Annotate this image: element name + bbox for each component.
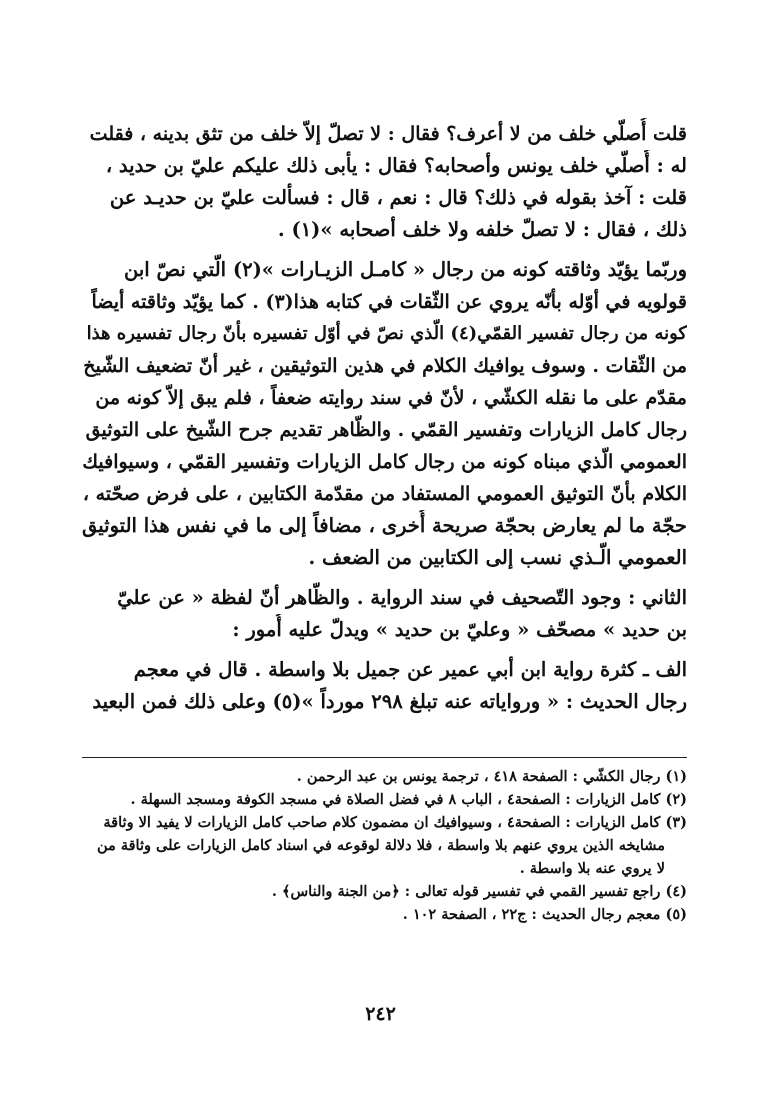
paragraph bbox=[82, 582, 687, 646]
text-line: بن حديد » مصحّف « وعليّ بن حديد » ويدلّ عليه أُمور : bbox=[232, 618, 687, 641]
footnote: (٤) راجع تفسير القمي في تفسير قوله تعالى : ﴿من الجنة والناس﴾ . bbox=[271, 883, 687, 900]
footnote: (٢) كامل الزيارات : الصفحة٤ ، الباب ٨ في فضل الصلاة في مسجد الكوفة ومسجد السهلة . bbox=[130, 791, 687, 808]
text-line: الثاني : وجود التّصحيف في سند الرواية . والظّاهر أنّ لفظة « عن عليّ bbox=[117, 586, 687, 609]
text-line: رجال كامل الزيارات وتفسير القمّي . والظّاهر تقديم جرح الشّيخ على التوثيق bbox=[85, 419, 687, 441]
text-line: الكلام بأنّ التوثيق العمومي المستفاد من مقدّمة الكتابين ، على فرض صحّته ، bbox=[82, 483, 687, 505]
paragraph bbox=[82, 118, 687, 246]
text-line: من الثّقات . وسوف يوافيك الكلام في هذين التوثيقين ، غير أنّ تضعيف الشّيخ bbox=[83, 355, 687, 377]
footnote: (٣) كامل الزيارات : الصفحة٤ ، وسيوافيك ان مضمون كلام صاحب كامل الزيارات لا يفيد الا وثاقة bbox=[103, 814, 687, 831]
text-line: رجال الحديث : « ورواياته عنه تبلغ ٢٩٨ مورداً »(٥) وعلى ذلك فمن البعيد bbox=[92, 690, 687, 713]
text-line: العمومي الّـذي نسب إلى الكتابين من الضعف . bbox=[308, 546, 687, 569]
footnote: (١) رجال الكشّي : الصفحة ٤١٨ ، ترجمة يونس بن عبد الرحمن . bbox=[296, 768, 687, 785]
footnote: (٥) معجم رجال الحديث : ج٢٢ ، الصفحة ١٠٢ . bbox=[402, 906, 687, 923]
text-line: مقدّم على ما نقله الكشّي ، لأنّ في سند روايته ضعفاً ، فلم يبق إلاّ كونه من bbox=[95, 387, 687, 409]
text-line: حجّة ما لم يعارض بحجّة صريحة أُخرى ، مضافاً إلى ما في نفس هذا التوثيق bbox=[82, 514, 687, 537]
text-line: وربّما يؤيّد وثاقته كونه من رجال « كامـل الزيـارات »(٢) الّتي نصّ ابن bbox=[123, 258, 687, 281]
paragraph bbox=[82, 254, 687, 574]
text-line: قولويه في أوّله بأنّه يروي عن الثّقات في كتابه هذا(٣) . كما يؤيّد وثاقته أيضاً bbox=[91, 291, 687, 313]
text-line: قلت أُصلّي خلف من لا أعرف؟ فقال : لا تصلّ إلاّ خلف من تثق بدينه ، فقلت bbox=[89, 123, 687, 145]
page-number: ٢٤٢ bbox=[365, 1003, 396, 1025]
text-line: العمومي الّذي مبناه كونه من رجال كامل الزيارات وتفسير القمّي ، وسيوافيك bbox=[82, 451, 687, 473]
text-line: له : أُصلّي خلف يونس وأصحابه؟ فقال : يأبى ذلك عليكم عليّ بن حديد ، bbox=[105, 154, 687, 177]
text-line: الف ـ كثرة رواية ابن أبي عمير عن جميل بلا واسطة . قال في معجم bbox=[133, 658, 687, 681]
paragraph bbox=[82, 654, 687, 718]
text-line: ذلك ، فقال : لا تصلّ خلفه ولا خلف أصحابه »(١) . bbox=[277, 218, 687, 241]
footnote-divider bbox=[82, 757, 687, 758]
text-line: قلت : آخذ بقوله في ذلك؟ قال : نعم ، قال : فسألت عليّ بن حديـد عن bbox=[109, 186, 687, 209]
footnote-continuation: مشايخه الذين يروي عنهم بلا واسطة ، فلا دلالة لوقوعه في اسناد كامل الزيارات على وثاقة من bbox=[96, 837, 665, 854]
footnotes bbox=[82, 765, 687, 926]
text-line: كونه من رجال تفسير القمّي(٤) الّذي نصّ في أوّل تفسيره بأنّ رجال تفسيره هذا bbox=[86, 323, 687, 344]
main-text bbox=[82, 118, 687, 718]
footnote-continuation: لا يروي عنه بلا واسطة . bbox=[519, 860, 665, 877]
